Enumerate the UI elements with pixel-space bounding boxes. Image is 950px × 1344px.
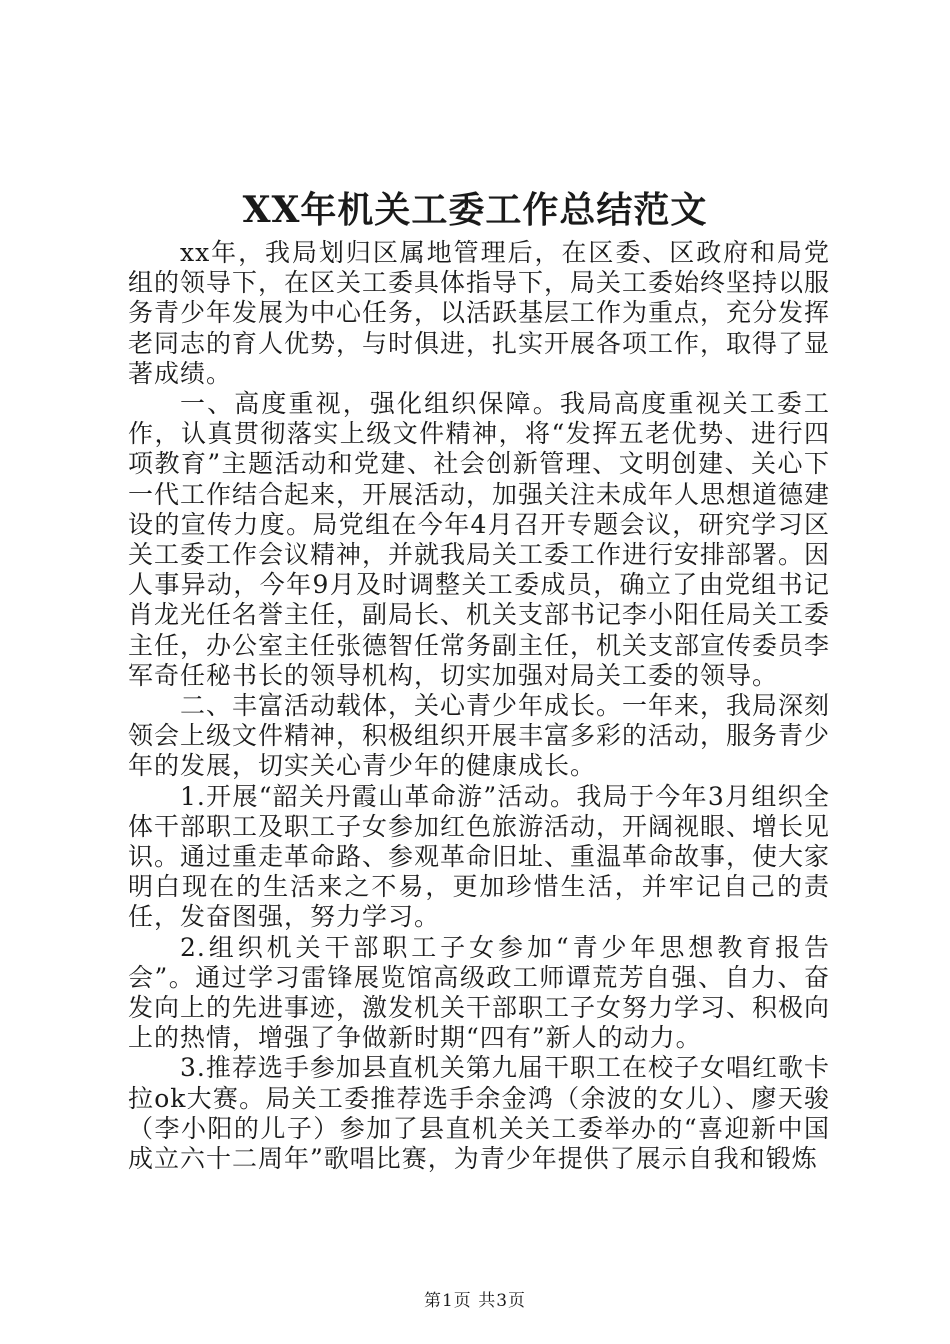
paragraph-item-1: 1.开展“韶关丹霞山革命游”活动。我局于今年3月组织全体干部职工及职工子女参加红色旅游活动，开阔视眼、增长见识。通过重走革命路、参观革命旧址、重温革命故事，使大家明白现在的生活来之不易，更加珍惜生活，并牢记自己的责任，发奋图强，努力学习。 [128,781,831,932]
document-title: XX年机关工委工作总结范文 [242,189,708,231]
paragraph-item-3: 3.推荐选手参加县直机关第九届干职工在校子女唱红歌卡拉ok大赛。局关工委推荐选手余金鸿（余波的女儿）、廖天骏（李小阳的儿子）参加了县直机关关工委举办的“喜迎新中国成立六十二周年”歌唱比赛，为青少年提供了展示自我和锻炼 [128,1053,830,1174]
paragraph-item-2: 2.组织机关干部职工子女参加“青少年思想教育报告会”。通过学习雷锋展览馆高级政工师谭荒芳自强、自力、奋发向上的先进事迹，激发机关干部职工子女努力学习、积极向上的热情，增强了争做新时期“四有”新人的动力。 [128,932,831,1053]
document-body [128,238,830,1174]
page-footer: 第1页 共3页 [423,1291,527,1311]
paragraph-section-1: 一、高度重视，强化组织保障。我局高度重视关工委工作，认真贯彻落实上级文件精神，将“发挥五老优势、进行四项教育”主题活动和党建、社会创新管理、文明创建、关心下一代工作结合起来，开展活动，加强关注未成年人思想道德建设的宣传力度。局党组在今年4月召开专题会议，研究学习区关工委工作会议精神，并就我局关工委工作进行安排部署。因人事异动，今年9月及时调整关工委成员，确立了由党组书记肖龙光任名誉主任，副局长、机关支部书记李小阳任局关工委主任，办公室主任张德智任常务副主任，机关支部宣传委员李军奇任秘书长的领导机构，切实加强对局关工委的领导。 [128,389,831,690]
paragraph-section-2: 二、丰富活动载体，关心青少年成长。一年来，我局深刻领会上级文件精神，积极组织开展丰富多彩的活动，服务青少年的发展，切实关心青少年的健康成长。 [128,691,831,781]
paragraph-intro: xx年，我局划归区属地管理后，在区委、区政府和局党组的领导下，在区关工委具体指导下，局关工委始终坚持以服务青少年发展为中心任务，以活跃基层工作为重点，充分发挥老同志的育人优势，与时俱进，扎实开展各项工作，取得了显著成绩。 [128,238,831,388]
